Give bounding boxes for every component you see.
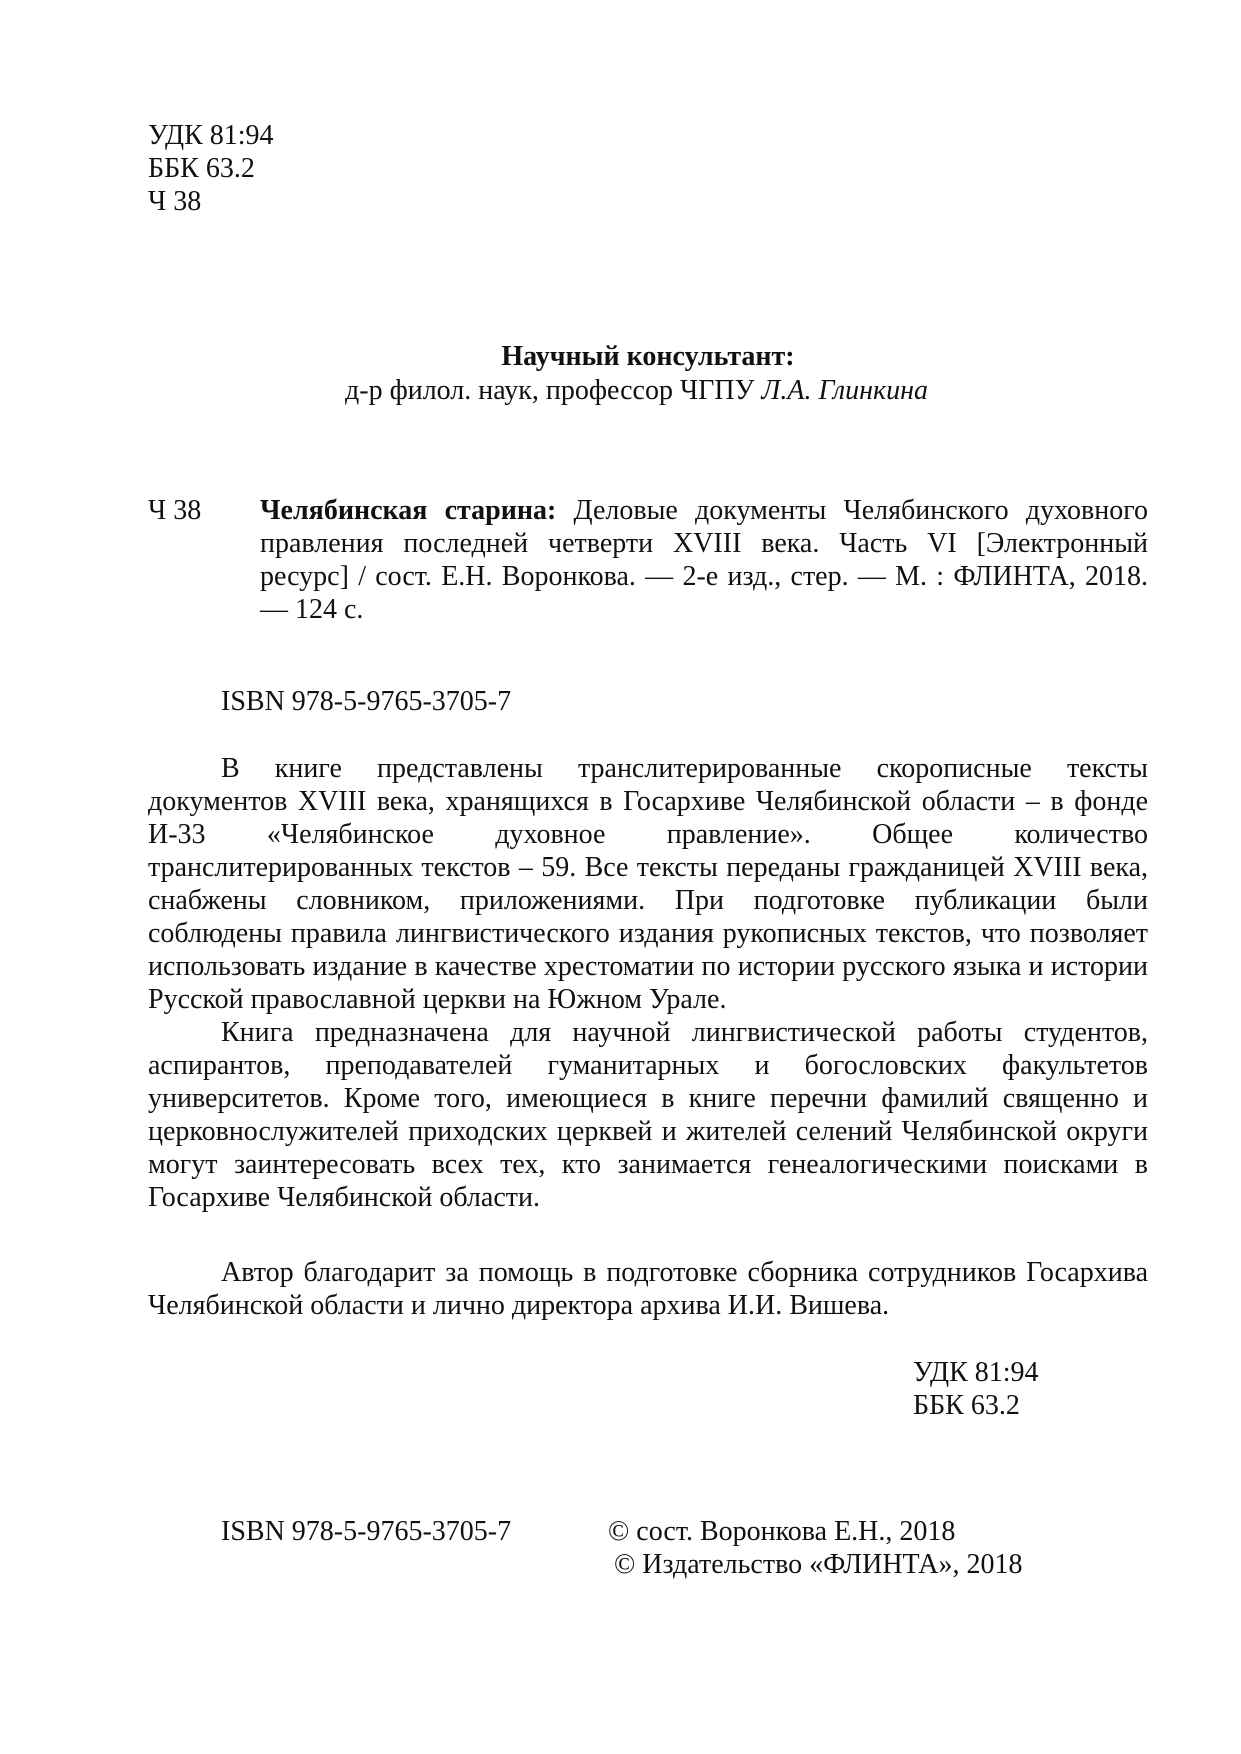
bottom-classification-codes [913, 1356, 1039, 1422]
entry-line-1-text: Деловые документы Челябинского духовного [556, 495, 1148, 526]
consultant-degree: д-р филол. наук, профессор ЧГПУ [345, 375, 762, 406]
entry-line-3: ресурс] / сост. Е.Н. Воронкова. — 2-е изд., стер. — М. : ФЛИНТА, 2018. [260, 561, 1148, 592]
consultant-details [345, 374, 928, 407]
udk-code: УДК 81:94 [148, 120, 274, 151]
author-mark: Ч 38 [148, 186, 202, 217]
entry-line-2: правления последней четверти XVIII века. Часть VI [Электронный [260, 528, 1148, 559]
isbn: ISBN 978-5-9765-3705-7 [221, 686, 512, 717]
bbk-code: ББК 63.2 [148, 153, 255, 184]
consultant-name: Л.А. Глинкина [761, 375, 928, 406]
acknowledgement-text: Автор благодарит за помощь в подготовке сборника сотрудников Госархива Челябинской области и лично директора архива И.И. Вишева. [148, 1257, 1148, 1321]
bottom-isbn: ISBN 978-5-9765-3705-7 [221, 1516, 512, 1547]
entry-title: Челябинская старина: [260, 495, 557, 526]
scientific-consultant-block [148, 340, 1148, 373]
abstract-paragraph-1: В книге представлены транслитерированные скорописные тексты документов XVIII века, хранящихся в Госархиве Челябинской области – в фонде И-33 «Челябинское духовное правление». Общее количество транслитерированных текстов – 59. Все тексты переданы гражданицей XVIII века, снабжены словником, приложениями. При подготовке публикации были соблюдены правила лингвистического издания рукописных текстов, что позволяет использовать издание в качестве хрестоматии по истории русского языка и истории Русской православной церкви на Южном Урале. [148, 753, 1148, 1015]
acknowledgement [148, 1256, 1148, 1322]
copyright-compiler: © сост. Воронкова Е.Н., 2018 [608, 1516, 956, 1547]
abstract-paragraph-2: Книга предназначена для научной лингвистической работы студентов, аспирантов, преподавателей гуманитарных и богословских факультетов университетов. Кроме того, имеющиеся в книге перечни фамилий священно и церковнослужителей приходских церквей и жителей селений Челябинской округи могут заинтересовать всех тех, кто занимается генеалогическими поисками в Госархиве Челябинской области. [148, 1017, 1148, 1213]
copyright-publisher: © Издательство «ФЛИНТА», 2018 [614, 1549, 1023, 1580]
copyright-block [608, 1515, 1022, 1581]
entry-line-4: — 124 с. [260, 594, 364, 625]
bibliographic-entry [260, 494, 1148, 626]
entry-author-mark: Ч 38 [148, 495, 202, 526]
abstract [148, 752, 1148, 1214]
bottom-bbk-code: ББК 63.2 [913, 1390, 1020, 1421]
entry-line-1 [260, 494, 1148, 527]
consultant-title: Научный консультант: [501, 341, 795, 372]
top-classification-codes [148, 119, 274, 218]
bottom-udk-code: УДК 81:94 [913, 1357, 1039, 1388]
